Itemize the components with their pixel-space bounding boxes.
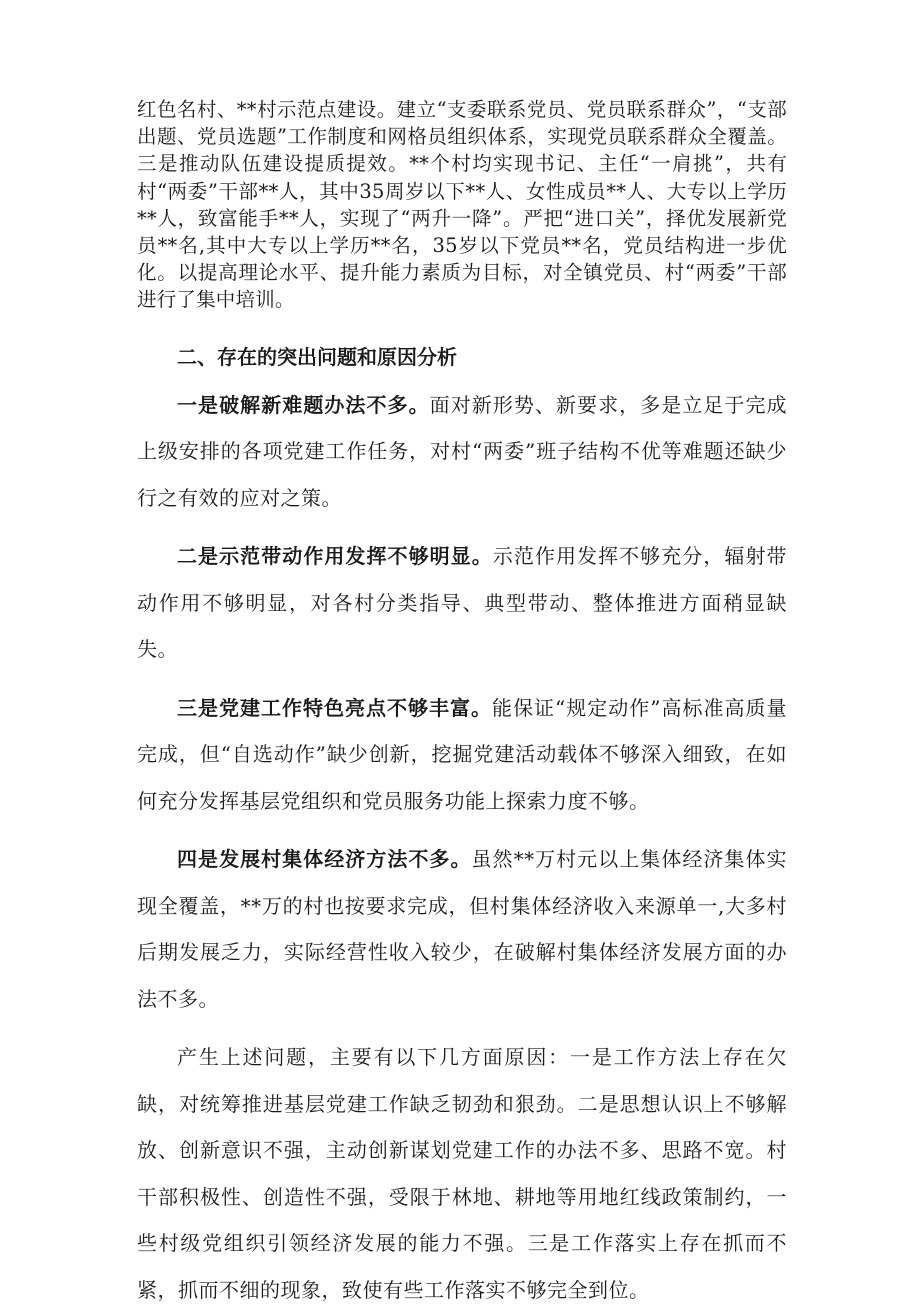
problem-paragraph-2 bbox=[137, 533, 787, 673]
problem-text-1: 面对新形势、新要求，多是立足于完成上级安排的各项党建工作任务，对村“两委”班子结构不优等难题还缺少行之有效的应对之策。 bbox=[137, 392, 788, 510]
problem-text-3: 能保证“规定动作”高标准高质量完成，但“自选动作”缺少创新，挖掘党建活动载体不够深入细致，在如何充分发挥基层党组织和党员服务功能上探索力度不够。 bbox=[137, 695, 788, 813]
intro-paragraph: 红色名村、**村示范点建设。建立“支委联系党员、党员联系群众”，“支部出题、党员选题”工作制度和网格员组织体系，实现党员联系群众全覆盖。三是推动队伍建设提质提效。**个村均实现书记、主任“一肩挑”，共有村“两委”干部**人，其中35周岁以下**人、女性成员**人、大专以上学历**人，致富能手**人，实现了“两升一降”。严把“进口关”，择优发展新党员**名,其中大专以上学历**名，35岁以下党员**名，党员结构进一步优化。以提高理论水平、提升能力素质为目标，对全镇党员、村“两委”干部进行了集中培训。 bbox=[137, 98, 787, 312]
problem-text-4: 虽然**万村元以上集体经济集体实现全覆盖，**万的村也按要求完成，但村集体经济收入来源单一,大多村后期发展乏力，实际经营性收入较少，在破解村集体经济发展方面的办法不多。 bbox=[137, 847, 787, 1011]
cause-paragraph: 产生上述问题，主要有以下几方面原因：一是工作方法上存在欠缺，对统筹推进基层党建工作缺乏韧劲和狠劲。二是思想认识上不够解放、创新意识不强，主动创新谋划党建工作的办法不多、思路不宽。村干部积极性、创造性不强，受限于林地、耕地等用地红线政策制约，一些村级党组织引领经济发展的能力不强。三是工作落实上存在抓而不紧，抓而不细的现象，致使有些工作落实不够完全到位。 bbox=[137, 1045, 787, 1302]
problem-paragraph-1 bbox=[137, 382, 787, 522]
section-heading: 二、存在的突出问题和原因分析 bbox=[177, 344, 457, 369]
problem-paragraph-3 bbox=[137, 685, 787, 825]
document-page bbox=[137, 96, 787, 1313]
problem-paragraph-4 bbox=[137, 836, 787, 1022]
problem-lead-2: 二是示范带动作用发挥不够明显。 bbox=[177, 544, 493, 569]
problem-text-2: 示范作用发挥不够充分，辐射带动作用不够明显，对各村分类指导、典型带动、整体推进方面稍显缺失。 bbox=[137, 544, 788, 662]
problem-lead-3: 三是党建工作特色亮点不够丰富。 bbox=[177, 695, 493, 720]
problem-lead-4: 四是发展村集体经济方法不多。 bbox=[177, 847, 472, 872]
problem-lead-1: 一是破解新难题办法不多。 bbox=[177, 392, 430, 417]
